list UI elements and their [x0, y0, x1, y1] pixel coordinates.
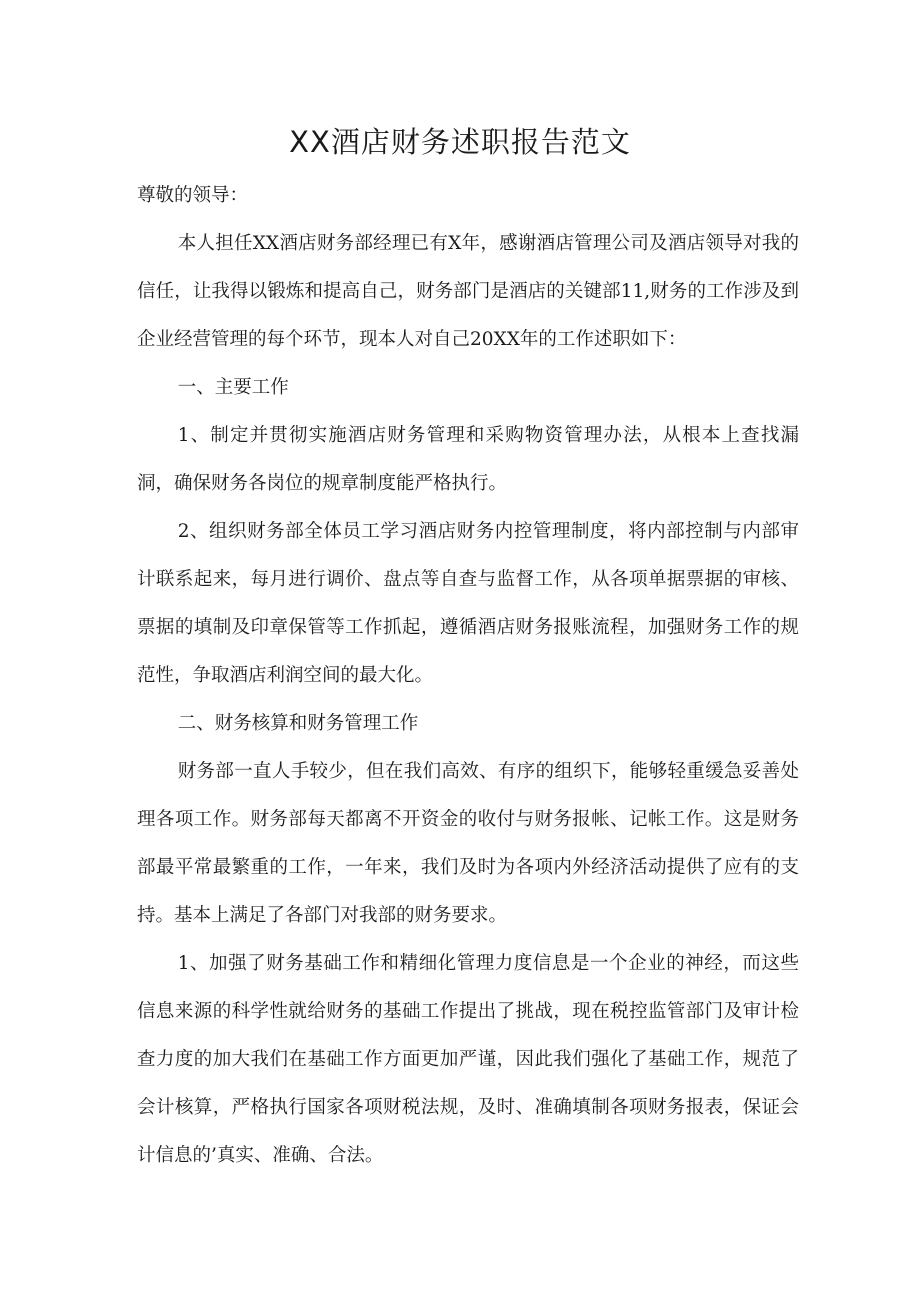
- paragraph-intro: 本人担任XX酒店财务部经理已有X年，感谢酒店管理公司及酒店领导对我的信任，让我得以锻炼和提高自己，财务部门是酒店的关键部11,财务的工作涉及到企业经营管理的每个环节，现本人对自己20XX年的工作述职如下：: [137, 233, 799, 350]
- document-body: [137, 172, 799, 1180]
- paragraph-item-1: 1、制定并贯彻实施酒店财务管理和采购物资管理办法，从根本上查找漏洞，确保财务各岗位的规章制度能严格执行。: [137, 425, 799, 494]
- paragraph-accounting-item-1: 1、加强了财务基础工作和精细化管理力度信息是一个企业的神经，而这些信息来源的科学性就给财务的基础工作提出了挑战，现在税控监管部门及审计检查力度的加大我们在基础工作方面更加严谨，因此我们强化了基础工作，规范了会计核算，严格执行国家各项财税法规，及时、准确填制各项财务报表，保证会计信息的’真实、准确、合法。: [137, 953, 799, 1166]
- salutation: 尊敬的领导：: [137, 185, 249, 206]
- section-heading-main-work: 一、主要工作: [177, 377, 289, 398]
- paragraph-accounting-overview: 财务部一直人手较少，但在我们高效、有序的组织下，能够轻重缓急妥善处理各项工作。财务部每天都离不开资金的收付与财务报帐、记帐工作。这是财务部最平常最繁重的工作，一年来，我们及时为各项内外经济活动提供了应有的支持。基本上满足了各部门对我部的财务要求。: [137, 761, 799, 926]
- section-heading-accounting: 二、财务核算和财务管理工作: [177, 713, 419, 734]
- paragraph-item-2: 2、组织财务部全体员工学习酒店财务内控管理制度，将内部控制与内部审计联系起来，每月进行调价、盘点等自查与监督工作，从各项单据票据的审核、票据的填制及印章保管等工作抓起，遵循酒店财务报账流程，加强财务工作的规范性，争取酒店利润空间的最大化。: [137, 521, 799, 686]
- document-title: XX酒店财务述职报告范文: [289, 125, 631, 159]
